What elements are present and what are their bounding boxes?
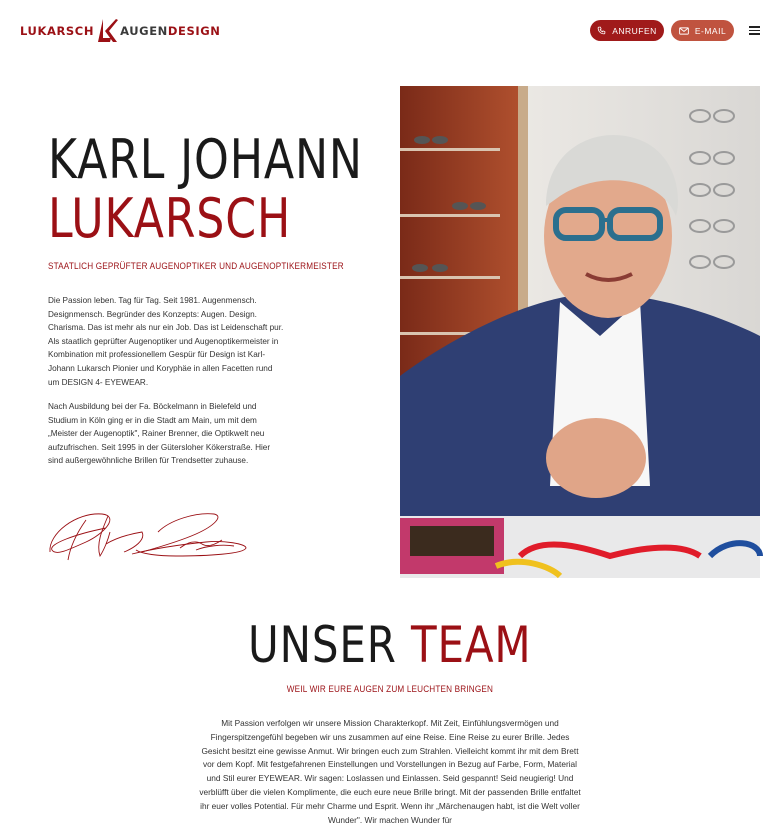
team-title-part2: TEAM	[411, 616, 532, 674]
logo-text-lukarsch: LUKARSCH	[20, 24, 95, 38]
call-button-label: ANRUFEN	[612, 25, 657, 36]
team-subtitle-text: WEIL WIR EURE AUGEN ZUM LEUCHTEN BRINGEN	[286, 684, 494, 695]
team-section-title	[0, 616, 780, 674]
site-header	[0, 0, 780, 62]
logo-lk-monogram-icon	[96, 18, 118, 44]
hero-name-first: KARL JOHANN	[48, 128, 363, 191]
hero-subtitle: STAATLICH GEPRÜFTER AUGENOPTIKER UND AUGENOPTIKERMEISTER	[48, 261, 344, 272]
team-title-part1: UNSER	[248, 616, 398, 674]
hero-name-last: LUKARSCH	[48, 187, 292, 250]
logo-text-design: DESIGN	[167, 24, 221, 38]
email-button[interactable]	[671, 20, 734, 41]
logo-text-augen: AUGEN	[120, 24, 168, 38]
team-subtitle	[0, 684, 780, 695]
mail-icon	[679, 27, 689, 35]
email-button-label: E-MAIL	[694, 25, 727, 36]
phone-icon	[597, 26, 606, 35]
hero-paragraph-2: Nach Ausbildung bei der Fa. Böckelmann in Bielefeld und Studium in Köln ging er in die Stadt am Main, um mit dem „Meister der Augenoptik", Rainer Brenner, die Optikwelt neu aufzufrischen. Seit 1995 in der Gütersloher Kökerstraße. Hier sind außergewöhnliche Brillen für Trendsetter zuhause.	[48, 402, 271, 466]
call-button[interactable]	[590, 20, 664, 41]
signature-image	[46, 504, 254, 568]
logo[interactable]	[20, 18, 221, 44]
hero-paragraph-1: Die Passion leben. Tag für Tag. Seit 1981. Augenmensch. Designmensch. Begründer des Konzepts: Augen. Design. Charisma. Das ist mehr als nur ein Job. Das ist Leidenschaft pur. Als staatlich geprüfter Augenoptiker und Augenoptikermeister in Kombination mit professionellem Gespür für Design ist Karl-Johann Lukarsch Pionier und Koryphäe in allen Facetten rund um DESIGN 4- EYEWEAR.	[48, 296, 284, 387]
hamburger-menu-icon[interactable]	[749, 26, 760, 35]
team-description: Mit Passion verfolgen wir unsere Mission Charakterkopf. Mit Zeit, Einfühlungsvermögen und Fingerspitzengefühl begeben wir uns zusammen auf eine Reise. Eine Reise zu eurer Brille. Jedes Gesicht besitzt eine gewisse Anmut. Wir bringen euch zum Strahlen. Vielleicht kommt ihr mit dem Brett vor dem Kopf. Mit festgefahrenen Einstellungen und Vorstellungen in Bezug auf Farbe, Form, Material und Stil eurer EYEWEAR. Wir sagen: Loslassen und Einlassen. Seid gespannt! Seid neugierig! Und verblüfft über die vielen Komplimente, die euch eure neue Brille bringt. Mit der passenden Brille entfaltet ihr euer volles Potential. Für mehr Charme und Esprit. Wenn ihr „Märchenaugen habt, ist die Welt voller Wunder". Wir machen Wunder für	[199, 718, 581, 825]
portrait-photo	[400, 86, 760, 578]
